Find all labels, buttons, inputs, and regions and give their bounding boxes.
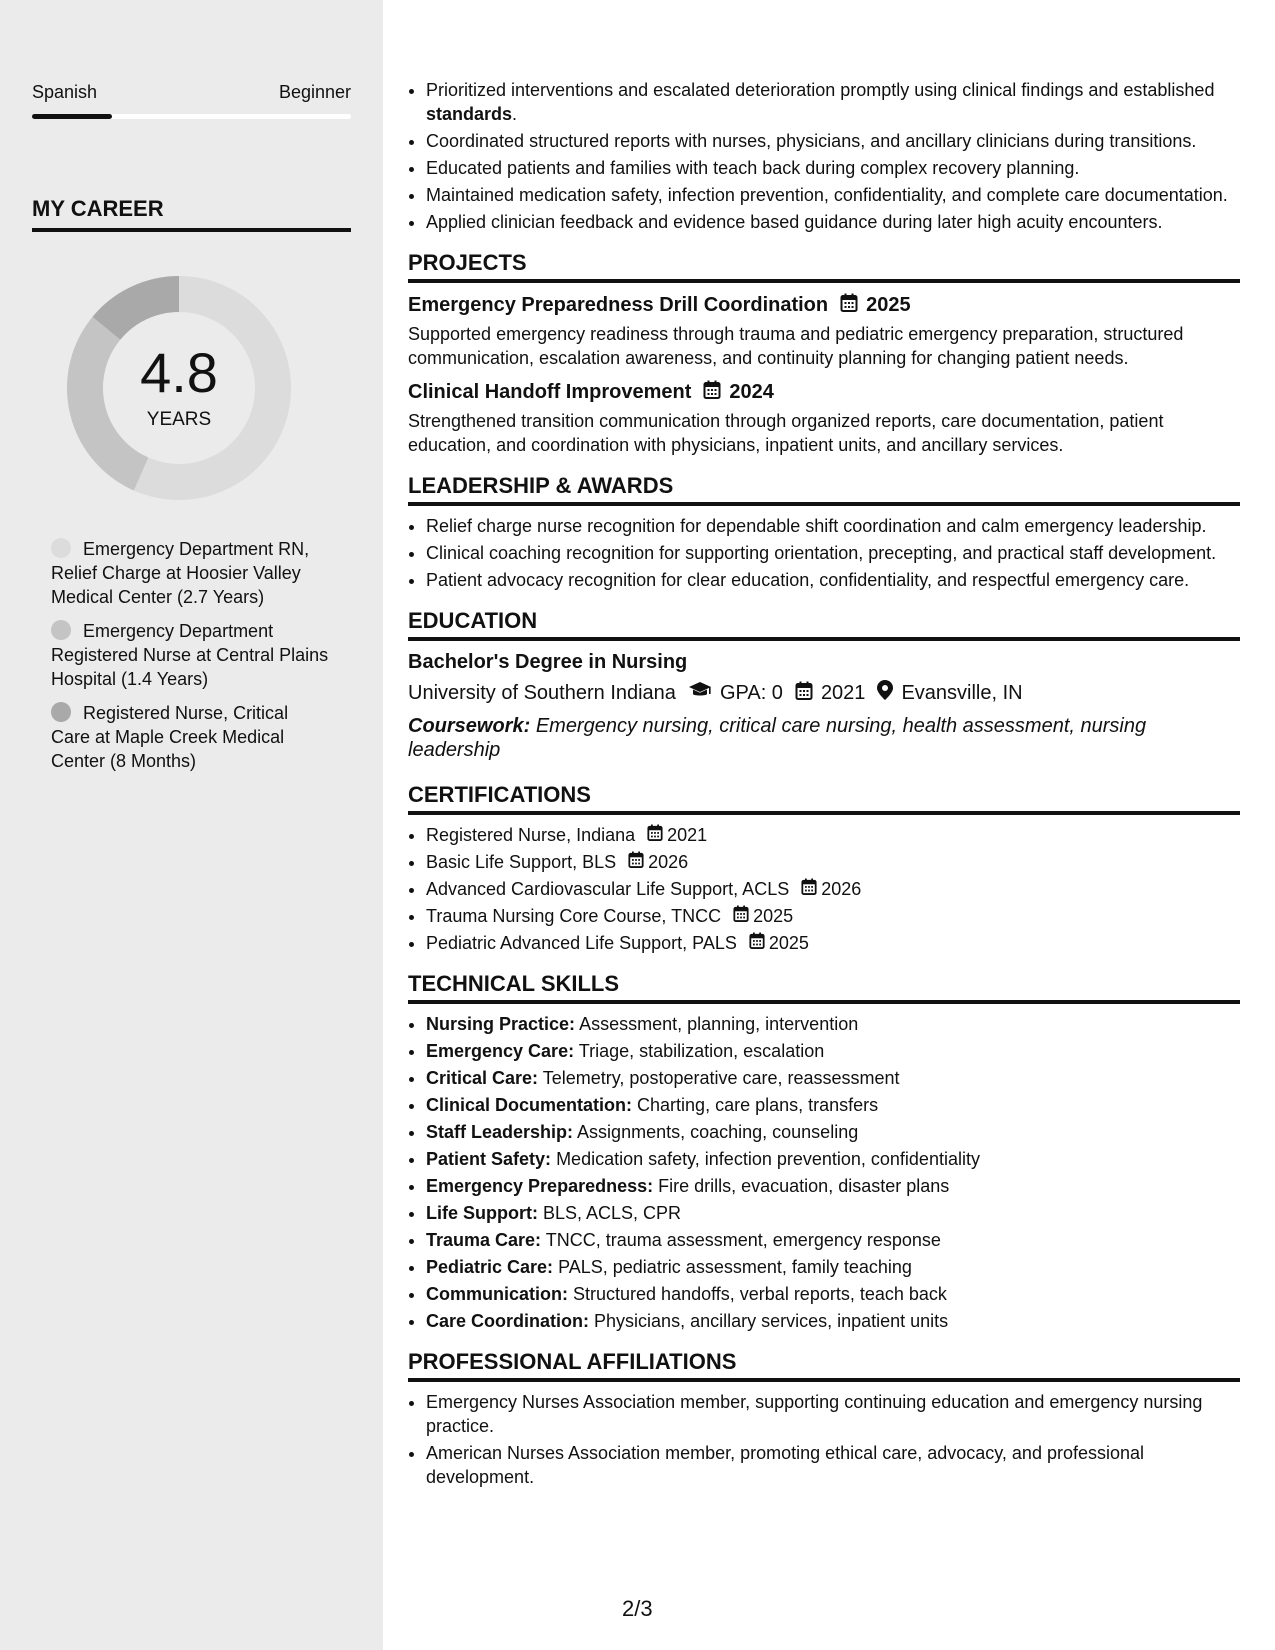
certification-name: • Registered Nurse, Indiana [426, 825, 636, 845]
coursework-label: Coursework: [408, 715, 531, 737]
leadership-list [408, 514, 1240, 592]
career-color-dot [51, 538, 71, 558]
skill-item [426, 1012, 1240, 1036]
location-pin-icon [877, 680, 893, 706]
skill-value: Assessment, planning, intervention [579, 1014, 859, 1034]
calendar-icon [749, 931, 765, 955]
skill-value: BLS, ACLS, CPR [543, 1203, 682, 1223]
school-location: Evansville, IN [901, 681, 1023, 704]
certification-item [426, 850, 1240, 874]
experience-bullet [426, 78, 1240, 126]
career-color-dot [51, 620, 71, 640]
experience-bullet-tail: . [512, 104, 518, 124]
skill-label: Nursing Practice: [426, 1014, 576, 1034]
skill-value: Charting, care plans, transfers [637, 1095, 879, 1115]
career-donut-center [66, 275, 292, 501]
career-item-label: Emergency Department RN, Relief Charge at Hoosier Valley Medical Center (2.7 Years) [51, 539, 310, 607]
award-item: • Clinical coaching recognition for supporting orientation, precepting, and practical staff development. [426, 541, 1240, 565]
certification-name: • Pediatric Advanced Life Support, PALS [426, 933, 737, 953]
skill-item [426, 1093, 1240, 1117]
career-item [51, 619, 331, 691]
project-year: 2025 [866, 294, 911, 316]
career-color-dot [51, 702, 71, 722]
affiliations-list [408, 1390, 1240, 1489]
certification-item [426, 904, 1240, 928]
graduation-cap-icon [688, 681, 712, 705]
affiliations-heading: PROFESSIONAL AFFILIATIONS [408, 1349, 1240, 1382]
skills-heading: TECHNICAL SKILLS [408, 971, 1240, 1004]
gpa: GPA: 0 [719, 681, 783, 704]
skill-label: Patient Safety: [426, 1149, 552, 1169]
career-item [51, 701, 331, 773]
page-number: 2/3 [622, 1596, 653, 1621]
experience-bullet-text: Applied clinician feedback and evidence based guidance during later high acuity encounters. [426, 212, 1163, 232]
skill-value: Fire drills, evacuation, disaster plans [658, 1176, 950, 1196]
certification-row [426, 877, 861, 901]
skill-label: Emergency Preparedness: [426, 1176, 654, 1196]
project-name: Emergency Preparedness Drill Coordination [408, 294, 829, 316]
skill-label: Care Coordination: [426, 1311, 590, 1331]
skill-item [426, 1066, 1240, 1090]
affiliation-item: • Emergency Nurses Association member, supporting continuing education and emergency nursing practice. [426, 1390, 1240, 1438]
education-heading: EDUCATION [408, 608, 1240, 641]
certification-year: 2025 [753, 906, 794, 926]
coursework-text: Emergency nursing, critical care nursing, health assessment, nursing leadership [408, 715, 1147, 761]
certification-row [426, 931, 809, 955]
calendar-icon [647, 823, 663, 847]
certification-row [426, 904, 793, 928]
project-name: Clinical Handoff Improvement [408, 381, 692, 403]
skill-item [426, 1255, 1240, 1279]
experience-bullets [408, 78, 1240, 234]
language-level: Beginner [278, 82, 351, 102]
calendar-icon [628, 850, 644, 874]
graduation-year: 2021 [820, 681, 866, 704]
skill-label: Clinical Documentation: [426, 1095, 633, 1115]
skill-label: Staff Leadership: [426, 1122, 574, 1142]
project-title [408, 380, 1240, 405]
skill-item [426, 1201, 1240, 1225]
skill-value: Structured handoffs, verbal reports, teach back [573, 1284, 947, 1304]
skill-item [426, 1147, 1240, 1171]
skill-value: Physicians, ancillary services, inpatient units [594, 1311, 949, 1331]
degree-name: Bachelor's Degree in Nursing [408, 651, 688, 673]
skill-label: Life Support: [426, 1203, 538, 1223]
certification-name: • Trauma Nursing Core Course, TNCC [426, 906, 722, 926]
projects-list [408, 293, 1240, 457]
certifications-list [408, 823, 1240, 955]
experience-bullet [426, 129, 1240, 153]
career-total-unit: YEARS [146, 409, 212, 430]
certification-name: • Advanced Cardiovascular Life Support, ACLS [426, 879, 790, 899]
career-item-label: Registered Nurse, Critical Care at Maple Creek Medical Center (8 Months) [51, 703, 289, 771]
language-name: Spanish [32, 82, 98, 102]
experience-bullet-text: Maintained medication safety, infection prevention, confidentiality, and complete care documentation. [426, 185, 1228, 205]
skill-item [426, 1120, 1240, 1144]
coursework [408, 714, 1240, 762]
skill-item [426, 1174, 1240, 1198]
experience-bullet-text: Educated patients and families with teach back during complex recovery planning. [426, 158, 1080, 178]
calendar-icon [703, 380, 721, 405]
certification-year: 2026 [648, 852, 689, 872]
career-heading: MY CAREER [32, 196, 351, 232]
certification-item [426, 877, 1240, 901]
certifications-heading: CERTIFICATIONS [408, 782, 1240, 815]
certification-item [426, 823, 1240, 847]
projects-heading: PROJECTS [408, 250, 1240, 283]
skill-value: Triage, stabilization, escalation [578, 1041, 825, 1061]
sidebar [0, 0, 383, 1650]
project-description: Strengthened transition communication through organized reports, care documentation, patient education, and coordination with physicians, inpatient units, and ancillary services. [408, 411, 1164, 455]
skill-label: Communication: [426, 1284, 568, 1304]
school-name: University of Southern Indiana [408, 681, 676, 704]
certification-row [426, 823, 707, 847]
career-item-label: Emergency Department Registered Nurse at Central Plains Hospital (1.4 Years) [51, 621, 329, 689]
certification-year: 2026 [821, 879, 862, 899]
career-donut [66, 275, 292, 501]
project-year: 2024 [729, 381, 774, 403]
language-proficiency-bar [32, 114, 351, 119]
experience-bullet [426, 156, 1240, 180]
skill-label: Critical Care: [426, 1068, 539, 1088]
skill-label: Trauma Care: [426, 1230, 542, 1250]
skills-list [408, 1012, 1240, 1333]
certification-name: • Basic Life Support, BLS [426, 852, 617, 872]
certification-year: 2021 [667, 825, 708, 845]
certification-item [426, 931, 1240, 955]
career-item [51, 537, 331, 609]
experience-bullet-emphasis: standards [426, 104, 513, 124]
project-title [408, 293, 1240, 318]
career-total-years: 4.8 [140, 341, 218, 404]
project-description: Supported emergency readiness through trauma and pediatric emergency preparation, structured communication, escalation awareness, and continuity planning for changing patient needs. [408, 324, 1184, 368]
affiliation-item: • American Nurses Association member, promoting ethical care, advocacy, and professional development. [426, 1441, 1240, 1489]
calendar-icon [840, 293, 858, 318]
education-details [408, 680, 1240, 706]
skill-value: Medication safety, infection prevention, confidentiality [556, 1149, 980, 1169]
career-legend [51, 537, 331, 783]
main-content [408, 78, 1240, 1492]
experience-bullet-text: Prioritized interventions and escalated deterioration promptly using clinical findings and established [426, 80, 1215, 100]
experience-bullet-text: Coordinated structured reports with nurses, physicians, and ancillary clinicians during transitions. [426, 131, 1197, 151]
calendar-icon [795, 681, 813, 706]
calendar-icon [801, 877, 817, 901]
skill-item [426, 1282, 1240, 1306]
experience-bullet [426, 210, 1240, 234]
skill-label: Emergency Care: [426, 1041, 575, 1061]
language-proficiency-fill [32, 114, 112, 119]
skill-item [426, 1309, 1240, 1333]
calendar-icon [733, 904, 749, 928]
skill-item [426, 1039, 1240, 1063]
certification-row [426, 850, 688, 874]
skill-value: TNCC, trauma assessment, emergency response [545, 1230, 941, 1250]
award-item: • Patient advocacy recognition for clear education, confidentiality, and respectful emergency care. [426, 568, 1240, 592]
skill-item [426, 1228, 1240, 1252]
skill-value: PALS, pediatric assessment, family teaching [558, 1257, 912, 1277]
leadership-heading: LEADERSHIP & AWARDS [408, 473, 1240, 506]
experience-bullet [426, 183, 1240, 207]
award-item: • Relief charge nurse recognition for dependable shift coordination and calm emergency leadership. [426, 514, 1240, 538]
skill-value: Telemetry, postoperative care, reassessment [542, 1068, 900, 1088]
certification-year: 2025 [768, 933, 809, 953]
skill-value: Assignments, coaching, counseling [577, 1122, 859, 1142]
skill-label: Pediatric Care: [426, 1257, 554, 1277]
